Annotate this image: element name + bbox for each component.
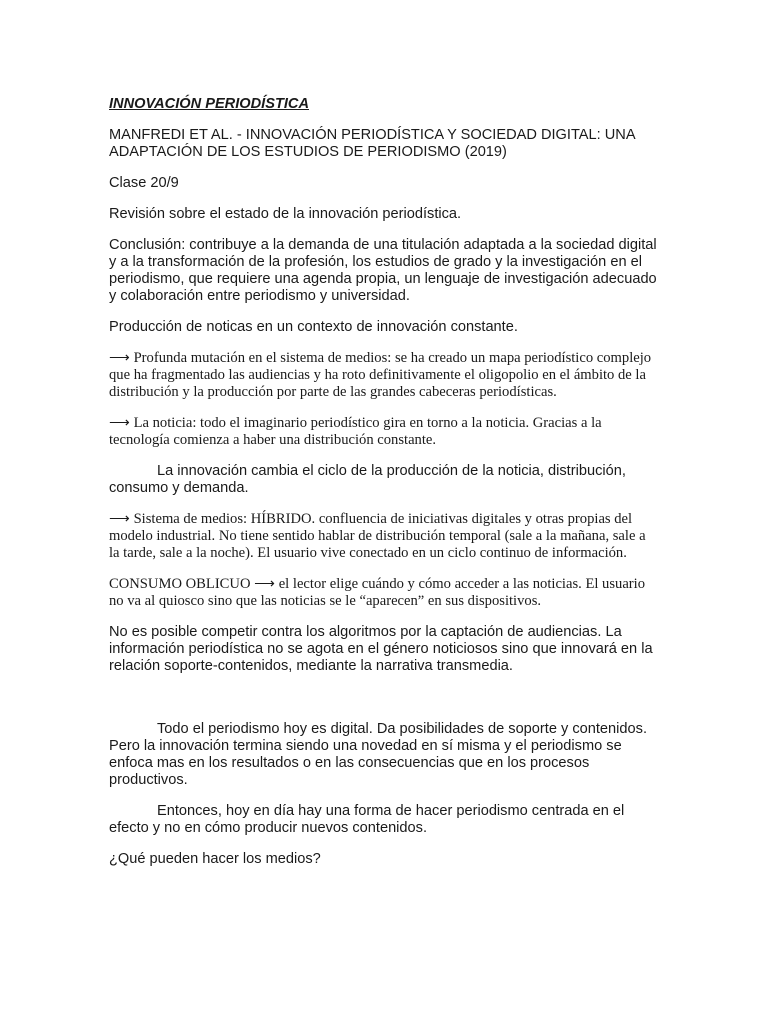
- paragraph-noticia: ⟶ La noticia: todo el imaginario periodístico gira en torno a la noticia. Gracias a la tecnología comienza a haber una distribución constante.: [109, 415, 602, 448]
- paragraph-ciclo: La innovación cambia el ciclo de la producción de la noticia, distribución, consumo y demanda.: [109, 463, 626, 496]
- paragraph-periodismo-digital: Todo el periodismo hoy es digital. Da posibilidades de soporte y contenidos. Pero la innovación termina siendo una novedad en sí misma y el periodismo se enfoca mas en los resultados o en las consecuencias que en los procesos productivos.: [109, 721, 647, 788]
- reference-heading: MANFREDI ET AL. - INNOVACIÓN PERIODÍSTICA Y SOCIEDAD DIGITAL: UNA ADAPTACIÓN DE LOS ESTUDIOS DE PERIODISMO (2019): [109, 127, 635, 160]
- blank-space: [109, 689, 659, 721]
- class-date: Clase 20/9: [109, 175, 179, 191]
- paragraph-mutacion: ⟶ Profunda mutación en el sistema de medios: se ha creado un mapa periodístico complejo que ha fragmentado las audiencias y ha roto definitivamente el oligopolio en el ámbito de la distribución y la producción por parte de las grandes cabeceras periodísticas.: [109, 350, 652, 400]
- paragraph-revision: Revisión sobre el estado de la innovación periodística.: [109, 206, 462, 222]
- paragraph-algoritmos: No es posible competir contra los algoritmos por la captación de audiencias. La información periodística no se agota en el género noticiosos sino que innovará en la relación soporte-contenidos, mediante la narrativa transmedia.: [109, 624, 653, 674]
- paragraph-entonces: Entonces, hoy en día hay una forma de hacer periodismo centrada en el efecto y no en cómo producir nuevos contenidos.: [109, 803, 625, 836]
- paragraph-conclusion: Conclusión: contribuye a la demanda de una titulación adaptada a la sociedad digital y a la transformación de la profesión, los estudios de grado y la investigación en el periodismo, que requiere una agenda propia, un lenguaje de investigación adecuado y colaboración entre periodismo y universidad.: [109, 237, 657, 304]
- paragraph-consumo-oblicuo: CONSUMO OBLICUO ⟶ el lector elige cuándo y cómo acceder a las noticias. El usuario no va al quiosco sino que las noticias se le “aparecen” en sus dispositivos.: [109, 576, 646, 609]
- document-title: INNOVACIÓN PERIODÍSTICA: [109, 96, 310, 112]
- paragraph-produccion: Producción de noticas en un contexto de innovación constante.: [109, 319, 518, 335]
- paragraph-sistema-medios: ⟶ Sistema de medios: HÍBRIDO. confluencia de iniciativas digitales y otras propias del modelo industrial. No tiene sentido hablar de distribución temporal (sale a la mañana, sale a la tarde, sale a la noche). El usuario vive conectado en un ciclo continuo de información.: [109, 511, 646, 561]
- paragraph-pregunta: ¿Qué pueden hacer los medios?: [109, 851, 321, 867]
- document-page: [109, 96, 659, 882]
